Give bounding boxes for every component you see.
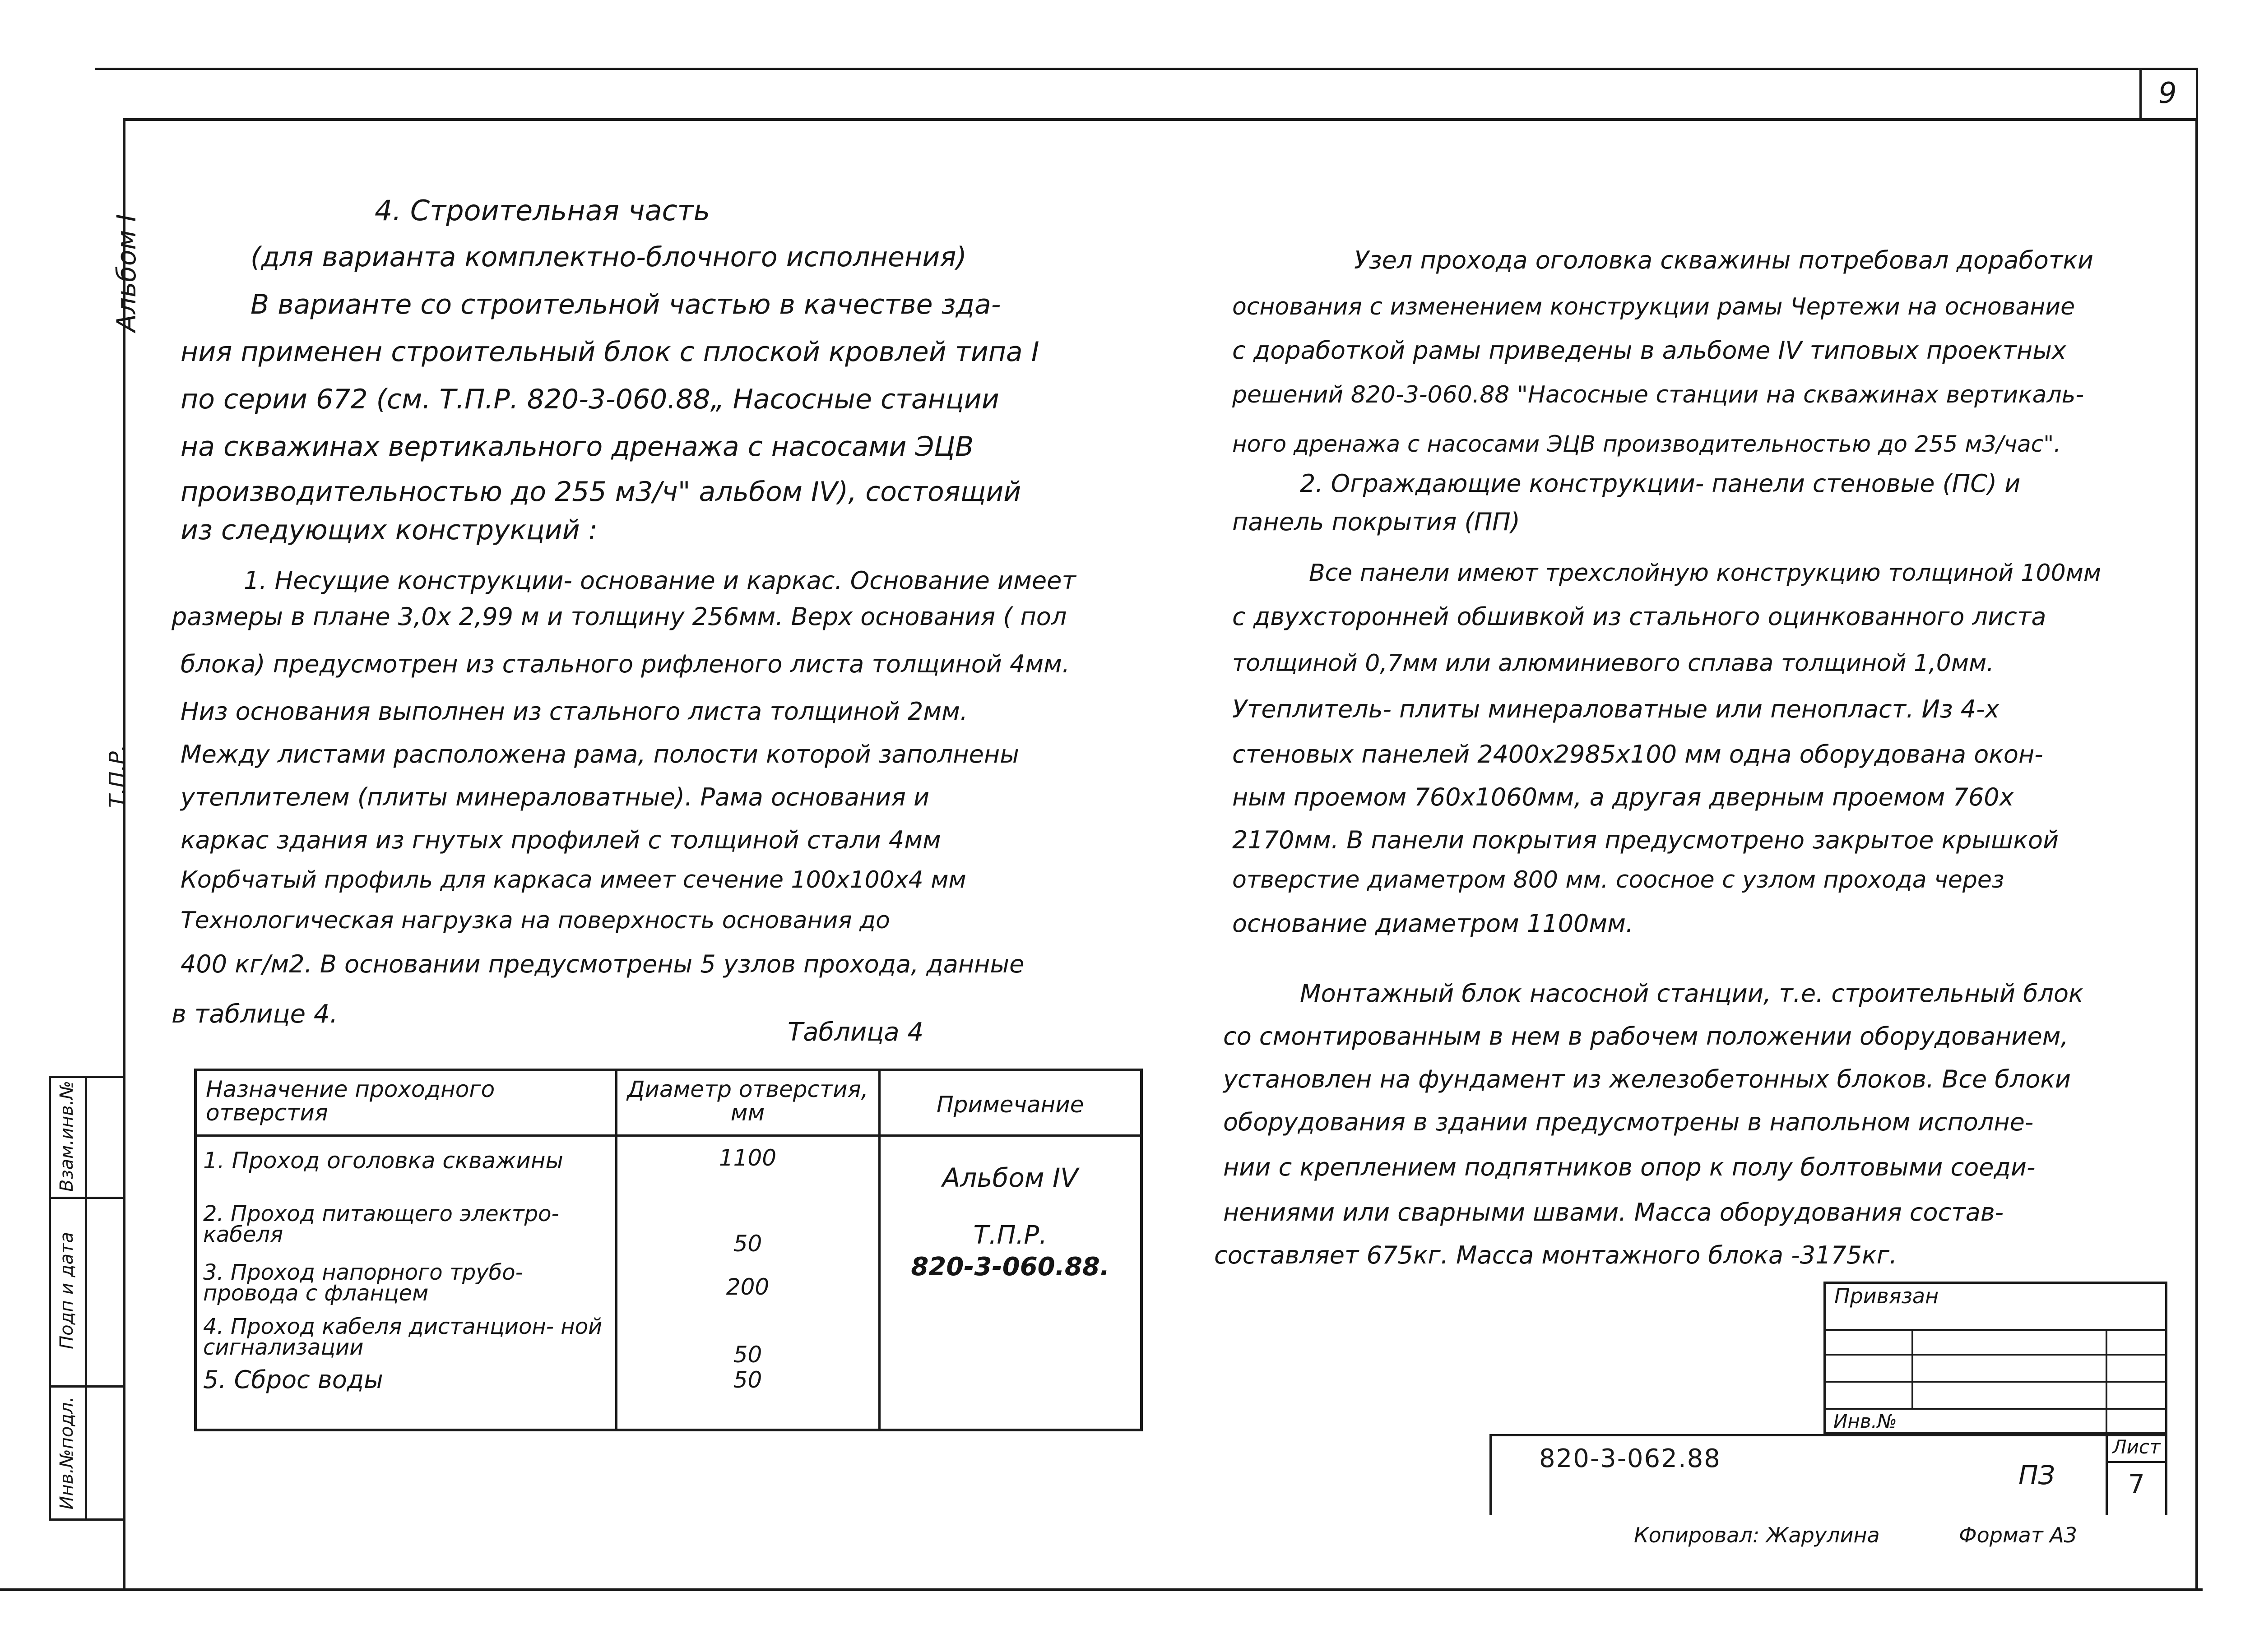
section-line: блока) предусмотрен из стального рифленого листа толщиной 4мм. [181,650,1070,678]
section-line: из следующих конструкций : [181,514,598,546]
title-block-vline [2106,1434,2108,1515]
row-purpose: 1. Проход оголовка скважины [195,1136,616,1203]
right-line: 2170мм. В панели покрытия предусмотрено закрытое крышкой [1232,826,2059,854]
right-line: ного дренажа с насосами ЭЦВ производительностью до 255 м3/час". [1232,431,2061,457]
section-line: Корбчатый профиль для каркаса имеет сечение 100х100х4 мм [181,866,966,893]
tpr-side-label: Т.П.Р. [105,744,130,808]
stamp-hline [1823,1381,2167,1383]
inv-no-label: Инв.№ [1833,1410,1897,1432]
note-line: Т.П.Р. [973,1221,1047,1250]
row-diameter: 1100 [616,1136,879,1203]
section-line: Между листами расположена рама, полости которой заполнены [181,740,1019,768]
right-line: основание диаметром 1100мм. [1232,909,1633,938]
section-line: 1. Несущие конструкции- основание и каркас. Основание имеет [244,566,1076,595]
sheet-label: Лист [2112,1436,2161,1458]
openings-table [194,1069,1143,1431]
right-line: Монтажный блок насосной станции, т.е. строительный блок [1300,979,2083,1008]
stamp-vline [1911,1329,1913,1408]
right-line: основания с изменением конструкции рамы Чертежи на основание [1232,293,2075,320]
row-diameter: 50 [616,1316,879,1366]
stamp-hline [1823,1329,2167,1331]
row-purpose: 2. Проход питающего электро- кабеля [195,1203,616,1258]
table-caption: Таблица 4 [788,1018,924,1047]
note-cell [879,1136,1141,1430]
right-line: с двухсторонней обшивкой из стального оцинкованного листа [1232,602,2046,631]
section-line: ния применен строительный блок с плоской кровлей типа I [181,336,1039,368]
right-line: установлен на фундамент из железобетонных блоков. Все блоки [1223,1065,2071,1093]
title-block-hline [2106,1461,2167,1463]
doc-code: 820-3-062.88 [1539,1444,1721,1473]
stamp-hline [1823,1354,2167,1356]
right-line: отверстие диаметром 800 мм. соосное с узлом прохода через [1232,866,2004,893]
stamp-vzam-label: Взам.инв.№ [56,1080,77,1192]
right-line: со смонтированным в нем в рабочем положении оборудованием, [1223,1022,2069,1050]
privyazan-label: Привязан [1834,1284,1939,1308]
header-purpose: Назначение проходного отверстия [195,1070,616,1136]
right-line: панель покрытия (ПП) [1232,508,1520,536]
right-line: оборудования в здании предусмотрены в напольном исполне- [1223,1108,2034,1136]
row-diameter: 200 [616,1258,879,1316]
table-header-row [195,1070,1141,1136]
section-line: В варианте со строительной частью в качестве зда- [251,289,1001,320]
section-line: по серии 672 (см. Т.П.Р. 820-3-060.88„ Насосные станции [181,384,999,415]
copied-by: Копировал: Жарулина [1634,1523,1880,1547]
sheet-number: 7 [2128,1469,2145,1499]
section-line: в таблице 4. [172,1000,338,1029]
stamp-vline [2106,1329,2107,1434]
note-line: Альбом IV [942,1162,1078,1193]
right-line: ным проемом 760х1060мм, а другая дверным проемом 760х [1232,783,2014,811]
page-number: 9 [2158,77,2177,110]
section-title: 4. Строительная часть [375,194,710,227]
section-line: (для варианта комплектно-блочного исполнения) [251,241,967,273]
row-diameter: 50 [616,1366,879,1430]
row-diameter: 50 [616,1203,879,1258]
header-note: Примечание [879,1070,1141,1136]
row-purpose: 4. Проход кабеля дистанцион- ной сигнализации [195,1316,616,1366]
table-row [195,1136,1141,1203]
right-line: составляет 675кг. Масса монтажного блока -3175кг. [1214,1241,1897,1269]
right-line: толщиной 0,7мм или алюминиевого сплава толщиной 1,0мм. [1232,650,1994,677]
section-line: утеплителем (плиты минераловатные). Рама основания и [181,783,930,811]
format-label: Формат А3 [1959,1523,2077,1547]
right-line: Утеплитель- плиты минераловатные или пенопласт. Из 4-х [1232,695,1999,723]
section-line: Технологическая нагрузка на поверхность основания до [181,907,890,934]
right-line: нениями или сварными швами. Масса оборудования состав- [1223,1198,2004,1226]
right-line: решений 820-3-060.88 "Насосные станции на скважинах вертикаль- [1232,381,2084,408]
section-line: размеры в плане 3,0х 2,99 м и толщину 256мм. Верх основания ( пол [172,602,1067,631]
stamp-podp-label: Подп и дата [56,1232,77,1349]
album-side-label: Альбом I [111,214,142,332]
row-purpose: 5. Сброс воды [195,1366,616,1430]
section-line: на скважинах вертикального дренажа с насосами ЭЦВ [181,431,974,463]
right-line: с доработкой рамы приведены в альбоме IV типовых проектных [1232,336,2066,365]
section-line: Низ основания выполнен из стального листа толщиной 2мм. [181,697,968,726]
section-line: каркас здания из гнутых профилей с толщиной стали 4мм [181,826,941,854]
right-line: стеновых панелей 2400х2985х100 мм одна оборудована окон- [1232,740,2043,768]
doc-type: ПЗ [2018,1460,2055,1490]
top-edge-line [95,68,2198,70]
header-diameter: Диаметр отверстия, мм [616,1070,879,1136]
right-line: Узел прохода оголовка скважины потребовал доработки [1354,246,2093,274]
note-line: 820-3-060.88. [911,1252,1110,1282]
stamp-hline [1823,1408,2167,1410]
right-line: нии с креплением подпятников опор к полу болтовыми соеди- [1223,1153,2036,1181]
section-line: 400 кг/м2. В основании предусмотрены 5 узлов прохода, данные [181,950,1025,978]
right-line: Все панели имеют трехслойную конструкцию толщиной 100мм [1309,560,2102,587]
title-block-right [2165,1434,2167,1515]
right-line: 2. Ограждающие конструкции- панели стеновые (ПС) и [1300,469,2021,498]
stamp-inv-label: Инв.№подл. [56,1396,77,1510]
left-stamp-vertical-divider [85,1076,87,1521]
row-purpose: 3. Проход напорного трубо- провода с фланцем [195,1258,616,1316]
section-line: производительностью до 255 м3/ч" альбом IV), состоящий [181,476,1021,508]
